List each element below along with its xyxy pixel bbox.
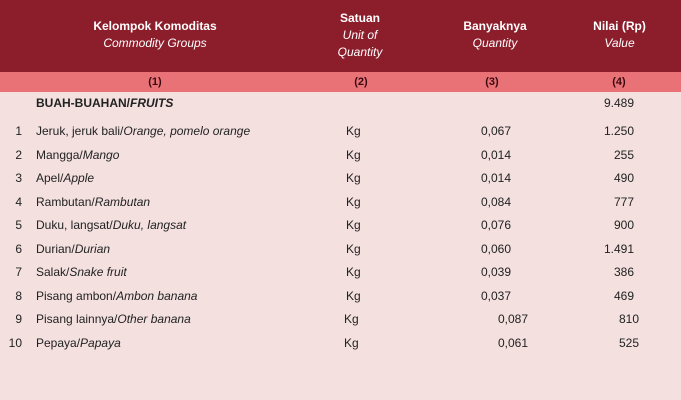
table-row: [0, 308, 681, 331]
row-number: 1: [15, 124, 22, 138]
category-label-id: BUAH-BUAHAN/: [36, 96, 130, 110]
commodity-name: [36, 261, 127, 284]
unit-cell: Kg: [346, 242, 361, 256]
commodity-name-id: Rambutan/: [36, 195, 95, 209]
row-number: 8: [15, 289, 22, 303]
header-unit-en-2: Quantity: [337, 45, 383, 59]
value-cell: 900: [613, 218, 634, 232]
table-row: [0, 144, 681, 167]
column-number-4: (4): [612, 76, 626, 88]
commodity-name-id: Pisang ambon/: [36, 289, 117, 303]
commodity-name-en: Duku, langsat: [112, 218, 187, 232]
category-label-en: FRUITS: [130, 96, 174, 110]
header-commodity-id: Kelompok Komoditas: [93, 19, 217, 33]
unit-cell: Kg: [346, 195, 361, 209]
table-row: [0, 285, 681, 308]
commodity-name: [36, 332, 121, 355]
commodity-name-en: Rambutan: [94, 195, 151, 209]
table-row: [0, 214, 681, 237]
column-number-3: (3): [485, 76, 499, 88]
commodity-name-id: Durian/: [36, 242, 75, 256]
commodity-name-id: Apel/: [36, 171, 64, 185]
unit-cell: Kg: [346, 265, 361, 279]
header-commodity-en: Commodity Groups: [103, 36, 207, 50]
row-number: 10: [8, 336, 22, 350]
commodity-name: [36, 144, 119, 167]
commodity-name-en: Orange, pomelo orange: [123, 124, 251, 138]
commodity-name-id: Duku, langsat/: [36, 218, 113, 232]
commodity-name: [36, 285, 197, 308]
quantity-cell: 0,067: [480, 124, 511, 138]
category-value: 9.489: [603, 96, 634, 110]
table-row: [0, 238, 681, 261]
header-unit-en-1: Unit of: [342, 28, 378, 42]
quantity-cell: 0,061: [497, 336, 528, 350]
unit-cell: Kg: [344, 312, 359, 326]
header-value-id: Nilai (Rp): [593, 19, 646, 33]
unit-cell: Kg: [344, 336, 359, 350]
unit-cell: Kg: [346, 171, 361, 185]
table-row: [0, 167, 681, 190]
commodity-name: [36, 191, 150, 214]
quantity-cell: 0,060: [480, 242, 511, 256]
header-commodity-groups: [60, 18, 250, 52]
value-cell: 1.250: [603, 124, 634, 138]
category-row: [0, 92, 681, 115]
header-value-en: Value: [604, 36, 635, 50]
commodity-name-en: Durian: [74, 242, 111, 256]
value-cell: 777: [613, 195, 634, 209]
commodity-name-en: Mango: [82, 148, 120, 162]
row-number: 7: [15, 265, 22, 279]
commodity-name: [36, 120, 250, 143]
header-quantity-en: Quantity: [472, 36, 518, 50]
commodity-name-id: Mangga/: [36, 148, 83, 162]
commodity-name: [36, 238, 110, 261]
unit-cell: Kg: [346, 148, 361, 162]
value-cell: 1.491: [603, 242, 634, 256]
quantity-cell: 0,087: [497, 312, 528, 326]
table-row: [0, 332, 681, 355]
row-number: 6: [15, 242, 22, 256]
value-cell: 810: [618, 312, 639, 326]
unit-cell: Kg: [346, 218, 361, 232]
commodity-name-en: Ambon banana: [116, 289, 198, 303]
unit-cell: Kg: [346, 289, 361, 303]
value-cell: 490: [613, 171, 634, 185]
table-header: [0, 0, 681, 72]
row-number: 3: [15, 171, 22, 185]
commodity-name-en: Other banana: [117, 312, 191, 326]
table-row: [0, 261, 681, 284]
row-number: 5: [15, 218, 22, 232]
commodity-name: [36, 214, 186, 237]
commodity-name: [36, 308, 191, 331]
commodity-name: [36, 167, 94, 190]
quantity-cell: 0,084: [480, 195, 511, 209]
commodity-name-id: Pisang lainnya/: [36, 312, 118, 326]
commodity-name-id: Salak/: [36, 265, 70, 279]
quantity-cell: 0,076: [480, 218, 511, 232]
quantity-cell: 0,037: [480, 289, 511, 303]
value-cell: 469: [613, 289, 634, 303]
value-cell: 255: [613, 148, 634, 162]
header-unit-id: Satuan: [339, 11, 380, 25]
row-number: 9: [15, 312, 22, 326]
commodity-name-en: Papaya: [80, 336, 121, 350]
value-cell: 386: [613, 265, 634, 279]
row-number: 4: [15, 195, 22, 209]
quantity-cell: 0,039: [480, 265, 511, 279]
table-row: [0, 191, 681, 214]
header-quantity-id: Banyaknya: [463, 19, 527, 33]
column-number-1: (1): [148, 76, 162, 88]
commodity-name-en: Apple: [63, 171, 95, 185]
header-value: [572, 18, 667, 52]
row-number: 2: [15, 148, 22, 162]
commodity-name-id: Jeruk, jeruk bali/: [36, 124, 124, 138]
commodity-name-id: Pepaya/: [36, 336, 81, 350]
category-label: [36, 92, 173, 115]
value-cell: 525: [618, 336, 639, 350]
column-number-row: [0, 72, 681, 92]
commodity-name-en: Snake fruit: [69, 265, 127, 279]
column-number-2: (2): [354, 76, 368, 88]
unit-cell: Kg: [346, 124, 361, 138]
quantity-cell: 0,014: [480, 148, 511, 162]
quantity-cell: 0,014: [480, 171, 511, 185]
header-quantity: [445, 18, 545, 52]
header-unit: [320, 10, 400, 61]
table-row: [0, 120, 681, 143]
